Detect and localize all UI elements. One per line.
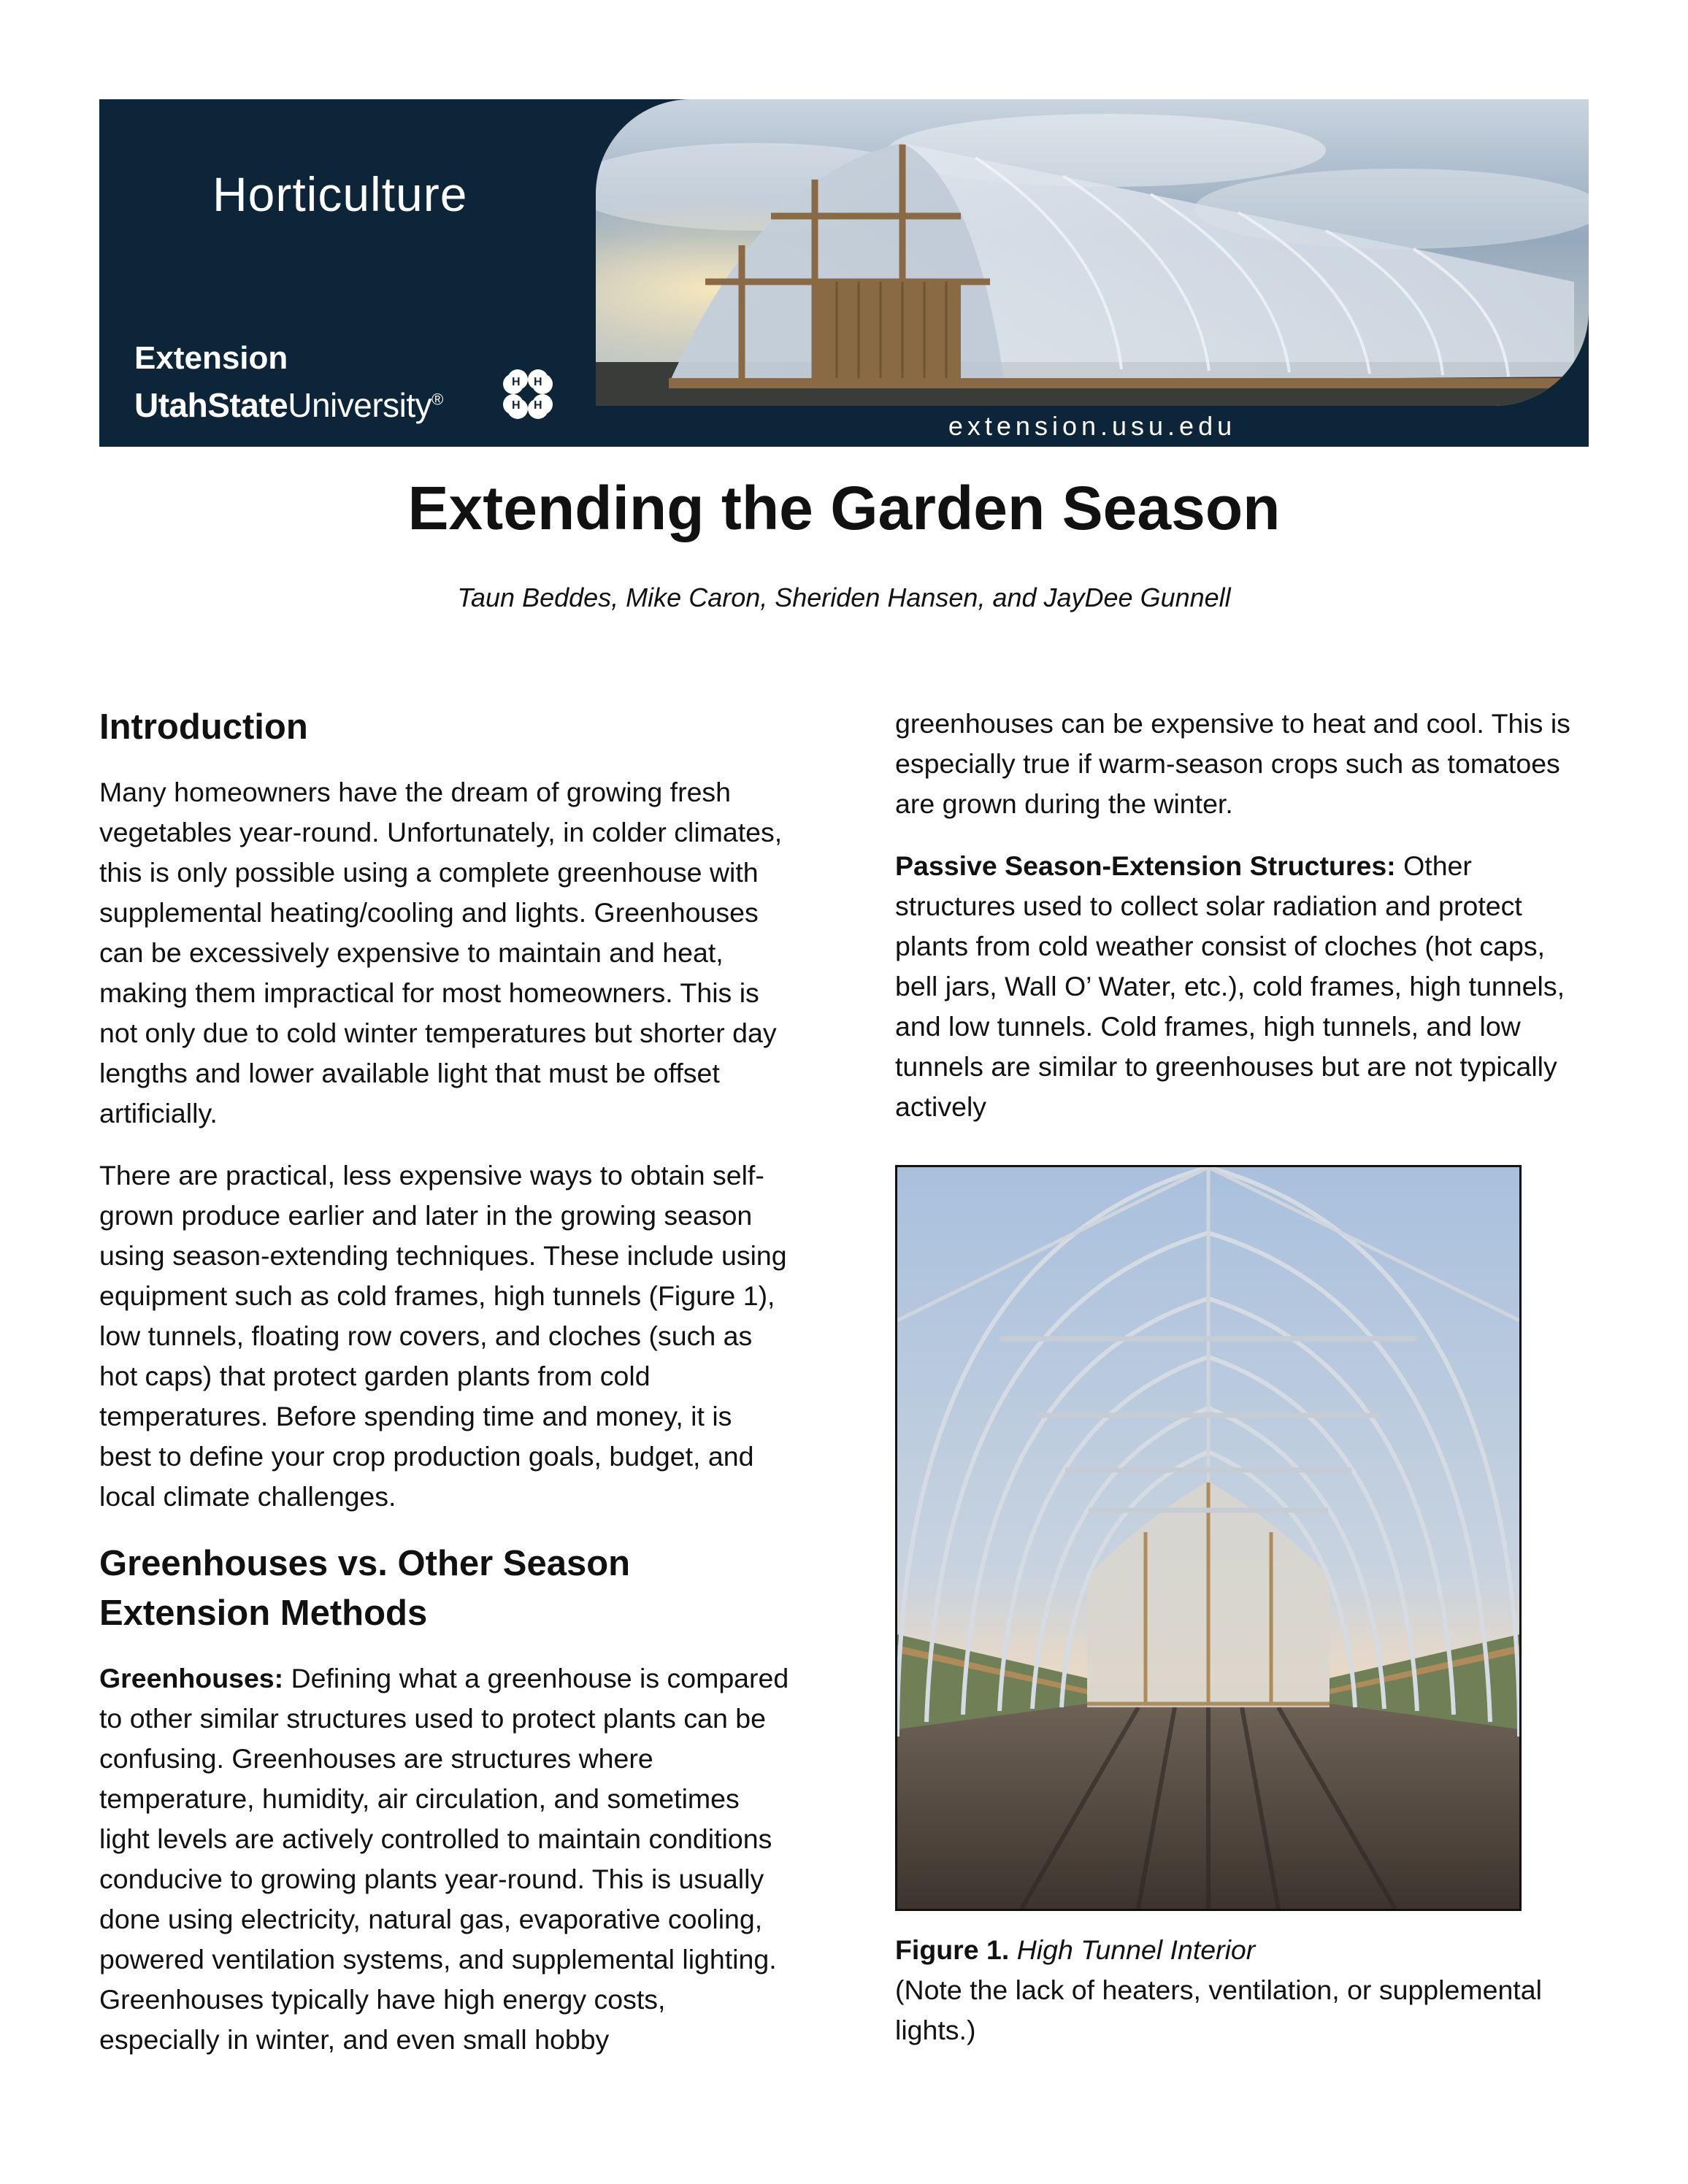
- passive-structures-text: Other structures used to collect solar radiation and protect plants from cold weather consist of cloches (hot caps, bell jars, Wall O’ Water, etc.), cold frames, high tunnels, and low tunnels. Cold frames, high tunnels, and low tunnels are similar to greenhouses but are not typically actively: [895, 850, 1565, 1122]
- greenhouses-text: Defining what a greenhouse is compared to other similar structures used to protect plants can be confusing. Greenhouses are structures where temperature, humidity, air circulation, and sometimes light levels are actively controlled to maintain conditions conducive to growing plants year-round. This is usually done using electricity, natural gas, evaporative cooling, powered ventilation systems, and supplemental lighting. Greenhouses typically have high energy costs, especially in winter, and even small hobby: [99, 1663, 789, 2055]
- continuation-paragraph: greenhouses can be expensive to heat and cool. This is especially true if warm-season crops such as tomatoes are grown during the winter.: [895, 708, 1570, 819]
- passive-structures-paragraph: [895, 846, 1589, 1127]
- right-column: [895, 704, 1589, 1149]
- svg-text:H: H: [534, 399, 542, 412]
- figure-1-high-tunnel-photo: [895, 1165, 1522, 1911]
- greenhouses-lead: Greenhouses:: [99, 1663, 284, 1693]
- left-column: [99, 702, 789, 2082]
- university-wordmark-regular: University: [288, 386, 432, 424]
- passive-structures-lead: Passive Season-Extension Structures:: [895, 850, 1396, 881]
- document-title: Extending the Garden Season: [407, 474, 1281, 542]
- four-h-clover-icon: [497, 364, 559, 425]
- registered-mark: ®: [431, 390, 443, 409]
- svg-text:H: H: [512, 399, 521, 412]
- university-wordmark: [134, 385, 443, 425]
- figure-1-caption-title-line: [895, 1930, 1589, 1970]
- figure-1-note: (Note the lack of heaters, ventilation, or supplemental lights.): [895, 1975, 1542, 2045]
- figure-1-label: Figure 1.: [895, 1934, 1010, 1965]
- greenhouse-photo: [596, 99, 1589, 406]
- svg-text:H: H: [534, 376, 542, 388]
- header-banner: [99, 99, 1589, 447]
- intro-paragraph-1: Many homeowners have the dream of growing fresh vegetables year-round. Unfortunately, in colder climates, this is only possible using a complete greenhouse with supplemental heating/cooling and lights. Greenhouses can be excessively expensive to maintain and heat, making them impractical for most homeowners. This is not only due to cold winter temperatures but shorter day lengths and lower available light that must be offset artificially.: [99, 777, 783, 1128]
- extension-label: Extension: [134, 340, 288, 376]
- intro-paragraph-2: There are practical, less expensive ways to obtain self-grown produce earlier and later in the growing season using season-extending techniques. These include using equipment such as cold frames, high tunnels (Figure 1), low tunnels, floating row covers, and cloches (such as hot caps) that protect garden plants from cold temperatures. Before spending time and money, it is best to define your crop production goals, budget, and local climate challenges.: [99, 1160, 787, 1512]
- figure-1-caption: [895, 1930, 1589, 2050]
- department-name: Horticulture: [212, 167, 468, 221]
- extension-url[interactable]: extension.usu.edu: [948, 411, 1237, 441]
- greenhouses-paragraph: [99, 1658, 789, 2060]
- svg-text:H: H: [512, 376, 521, 388]
- figure-1-title: High Tunnel Interior: [1009, 1934, 1256, 1965]
- introduction-heading: Introduction: [99, 707, 308, 747]
- authors: Taun Beddes, Mike Caron, Sheriden Hansen, and JayDee Gunnell: [457, 582, 1231, 612]
- section-heading-greenhouses-vs-other: Greenhouses vs. Other Season Extension Methods: [99, 1544, 631, 1633]
- university-wordmark-bold: UtahState: [134, 386, 288, 424]
